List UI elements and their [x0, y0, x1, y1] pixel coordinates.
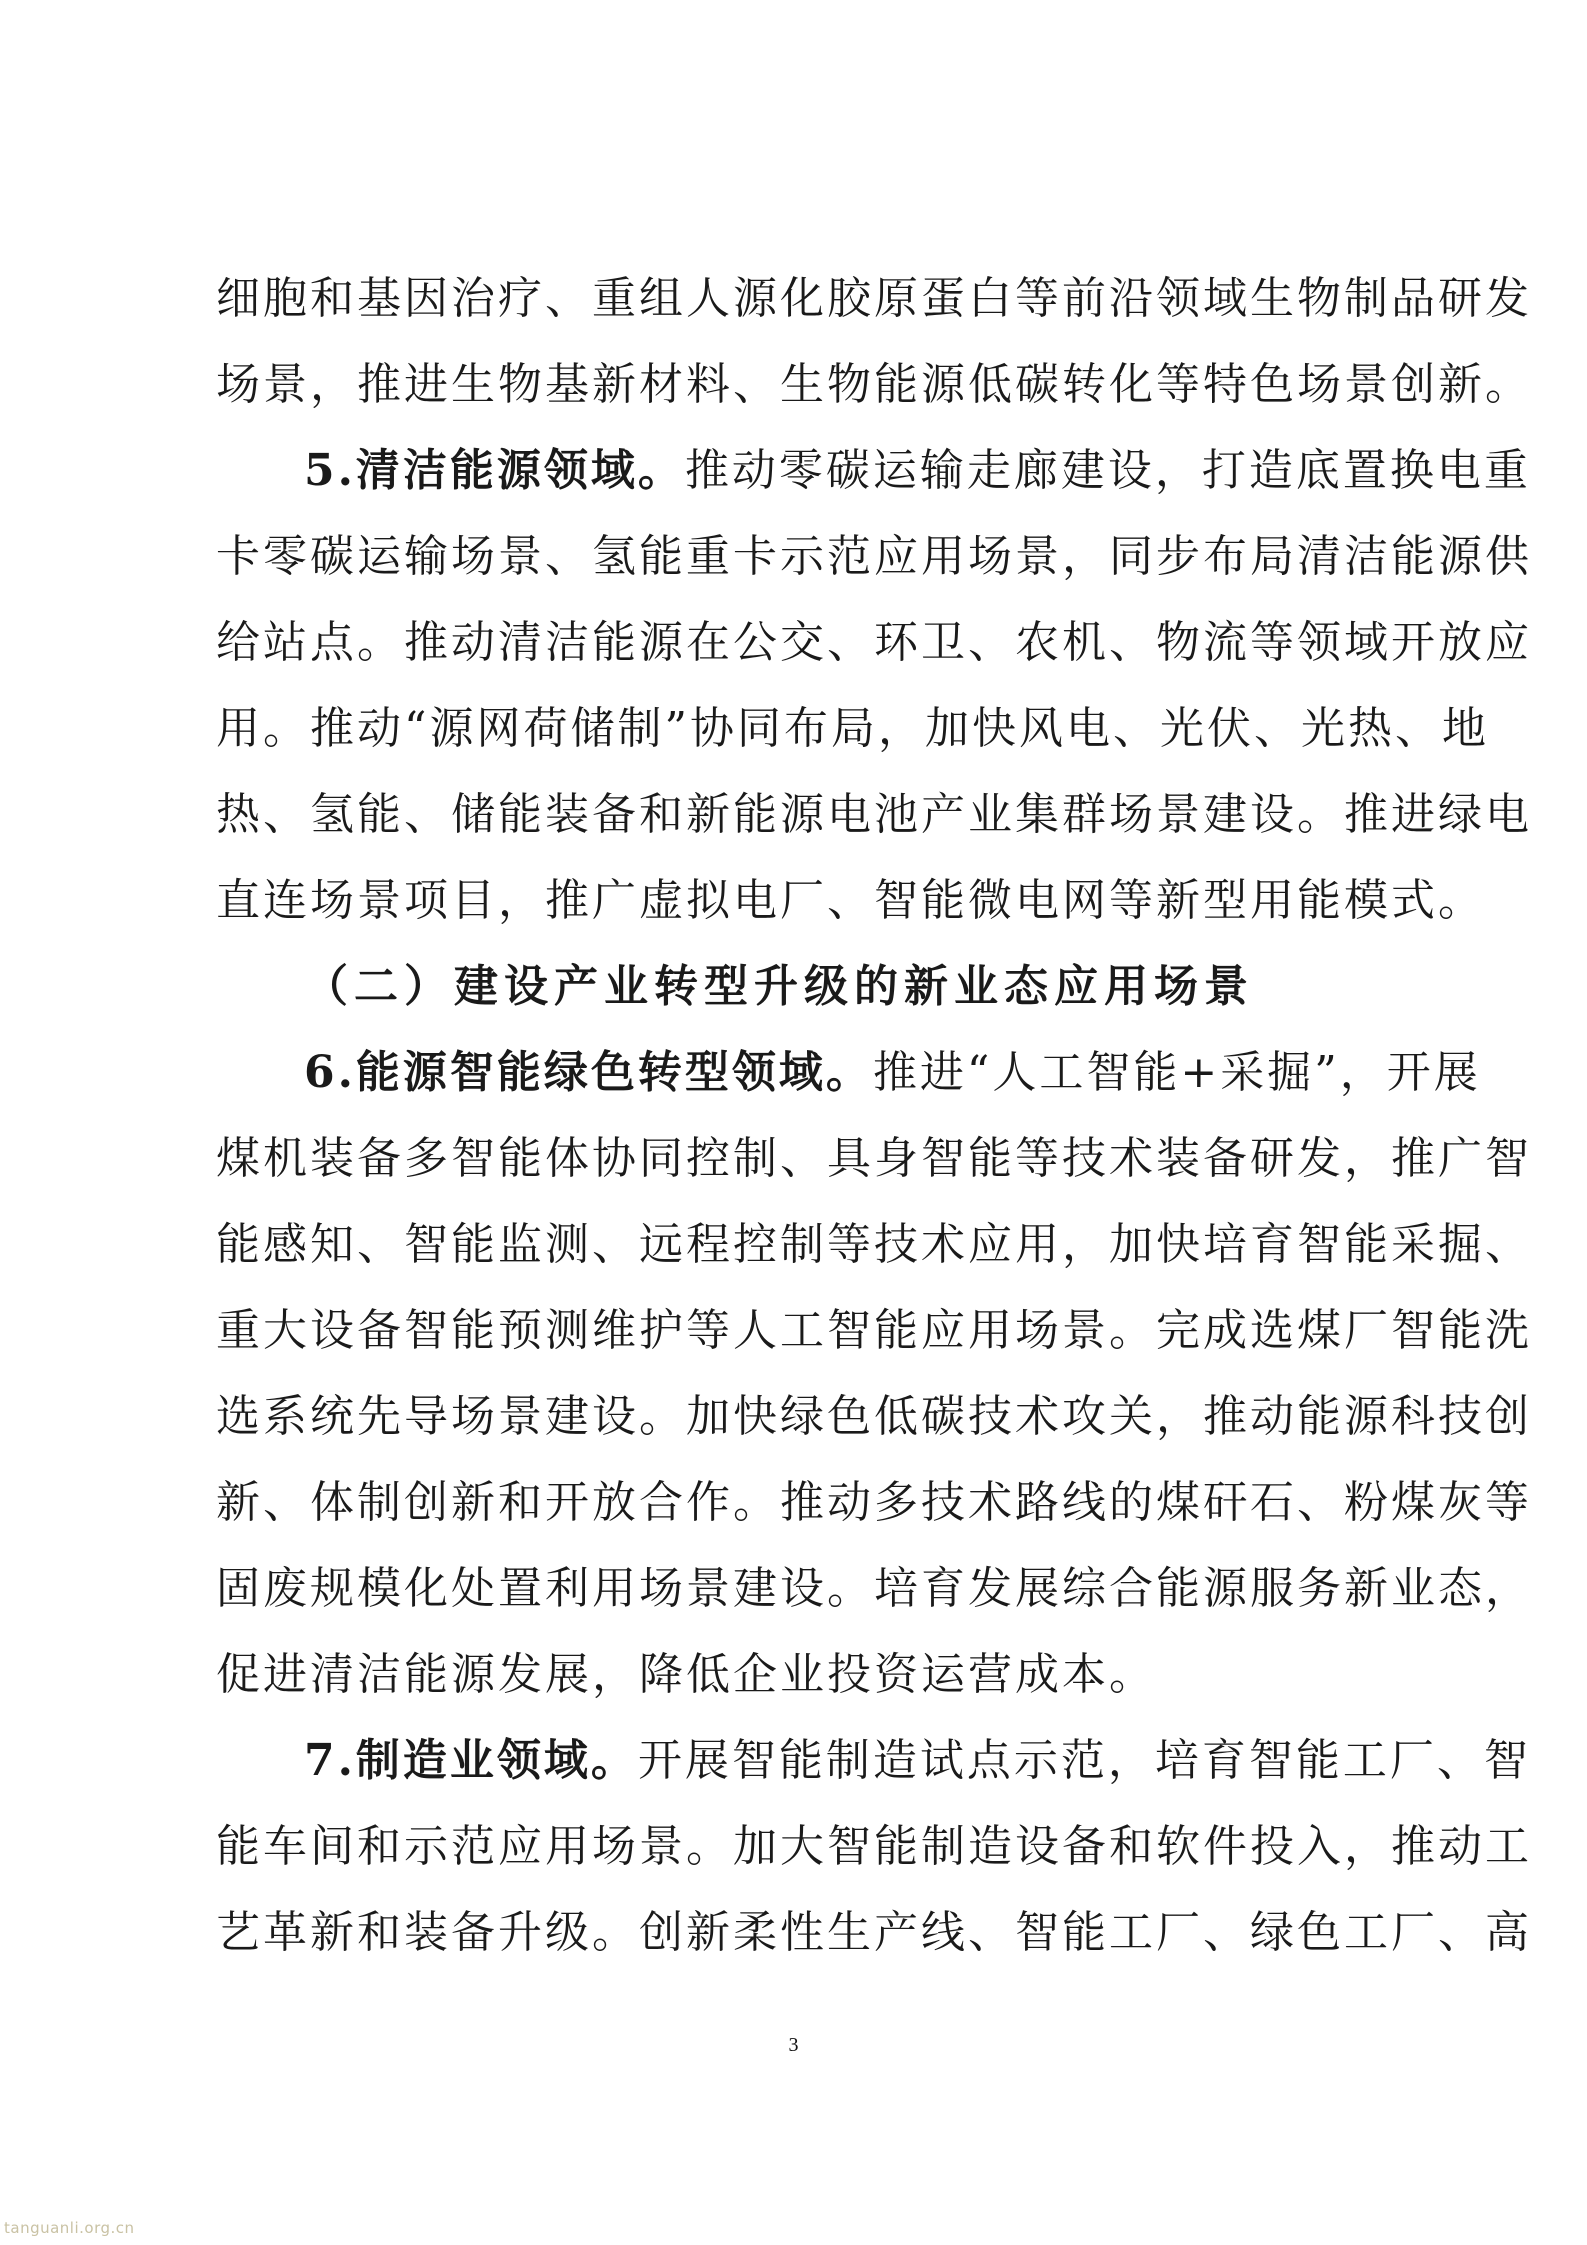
text-line: [216, 1460, 1532, 1546]
line-text: 细胞和基因治疗、重组人源化胶原蛋白等前沿领域生物制品研发: [216, 273, 1532, 324]
text-line: [216, 1030, 1481, 1116]
text-line: [216, 256, 1532, 342]
line-text: 热、氢能、储能装备和新能源电池产业集群场景建设。推进绿电: [216, 789, 1532, 840]
section-heading: （二）建设产业转型升级的新业态应用场景: [304, 961, 1254, 1012]
text-line: [216, 342, 1532, 428]
text-line: [216, 1546, 1532, 1632]
line-text: 选系统先导场景建设。加快绿色低碳技术攻关，推动能源科技创: [216, 1391, 1532, 1442]
line-text: 直连场景项目，推广虚拟电厂、智能微电网等新型用能模式。: [216, 875, 1485, 926]
text-line: [216, 600, 1532, 686]
text-line: [216, 858, 1485, 944]
text-line: [216, 1288, 1532, 1374]
item-lead-title: 6.能源智能绿色转型领域。: [304, 1047, 873, 1098]
text-line: [216, 1890, 1532, 1976]
line-text: 能感知、智能监测、远程控制等技术应用，加快培育智能采掘、: [216, 1219, 1532, 1270]
line-text: 固废规模化处置利用场景建设。培育发展综合能源服务新业态，: [216, 1563, 1532, 1614]
text-line: [216, 428, 1531, 514]
text-line: [216, 1718, 1531, 1804]
line-text: 新、体制创新和开放合作。推动多技术路线的煤矸石、粉煤灰等: [216, 1477, 1532, 1528]
item-lead-title: 7.制造业领域。: [304, 1735, 638, 1786]
line-text: 推进“人工智能+采掘”，开展: [872, 1047, 1481, 1098]
body-text: [216, 256, 1532, 1976]
page-number: 3: [788, 2034, 799, 2056]
text-line: [216, 1116, 1532, 1202]
text-line: [216, 772, 1532, 858]
text-line: [216, 1374, 1532, 1460]
text-line: [216, 1632, 1396, 1718]
text-line: [216, 686, 1489, 772]
item-lead-title: 5.清洁能源领域。: [304, 445, 685, 496]
watermark: tanguanli.org.cn: [4, 2219, 135, 2237]
line-text: 场景，推进生物基新材料、生物能源低碳转化等特色场景创新。: [216, 359, 1532, 410]
line-text: 艺革新和装备升级。创新柔性生产线、智能工厂、绿色工厂、高: [216, 1907, 1532, 1958]
line-text: 开展智能制造试点示范，培育智能工厂、智: [637, 1735, 1531, 1786]
text-line: [216, 514, 1532, 600]
line-text: 用。推动“源网荷储制”协同布局，加快风电、光伏、光热、地: [216, 703, 1489, 754]
line-text: 卡零碳运输场景、氢能重卡示范应用场景，同步布局清洁能源供: [216, 531, 1532, 582]
line-text: 推动零碳运输走廊建设，打造底置换电重: [684, 445, 1531, 496]
line-text: 促进清洁能源发展，降低企业投资运营成本。: [216, 1649, 1156, 1700]
text-line: [216, 1202, 1532, 1288]
line-text: 重大设备智能预测维护等人工智能应用场景。完成选煤厂智能洗: [216, 1305, 1532, 1356]
line-text: 给站点。推动清洁能源在公交、环卫、农机、物流等领域开放应: [216, 617, 1532, 668]
text-line: [216, 1804, 1532, 1890]
line-text: 能车间和示范应用场景。加大智能制造设备和软件投入，推动工: [216, 1821, 1532, 1872]
line-text: 煤机装备多智能体协同控制、具身智能等技术装备研发，推广智: [216, 1133, 1532, 1184]
